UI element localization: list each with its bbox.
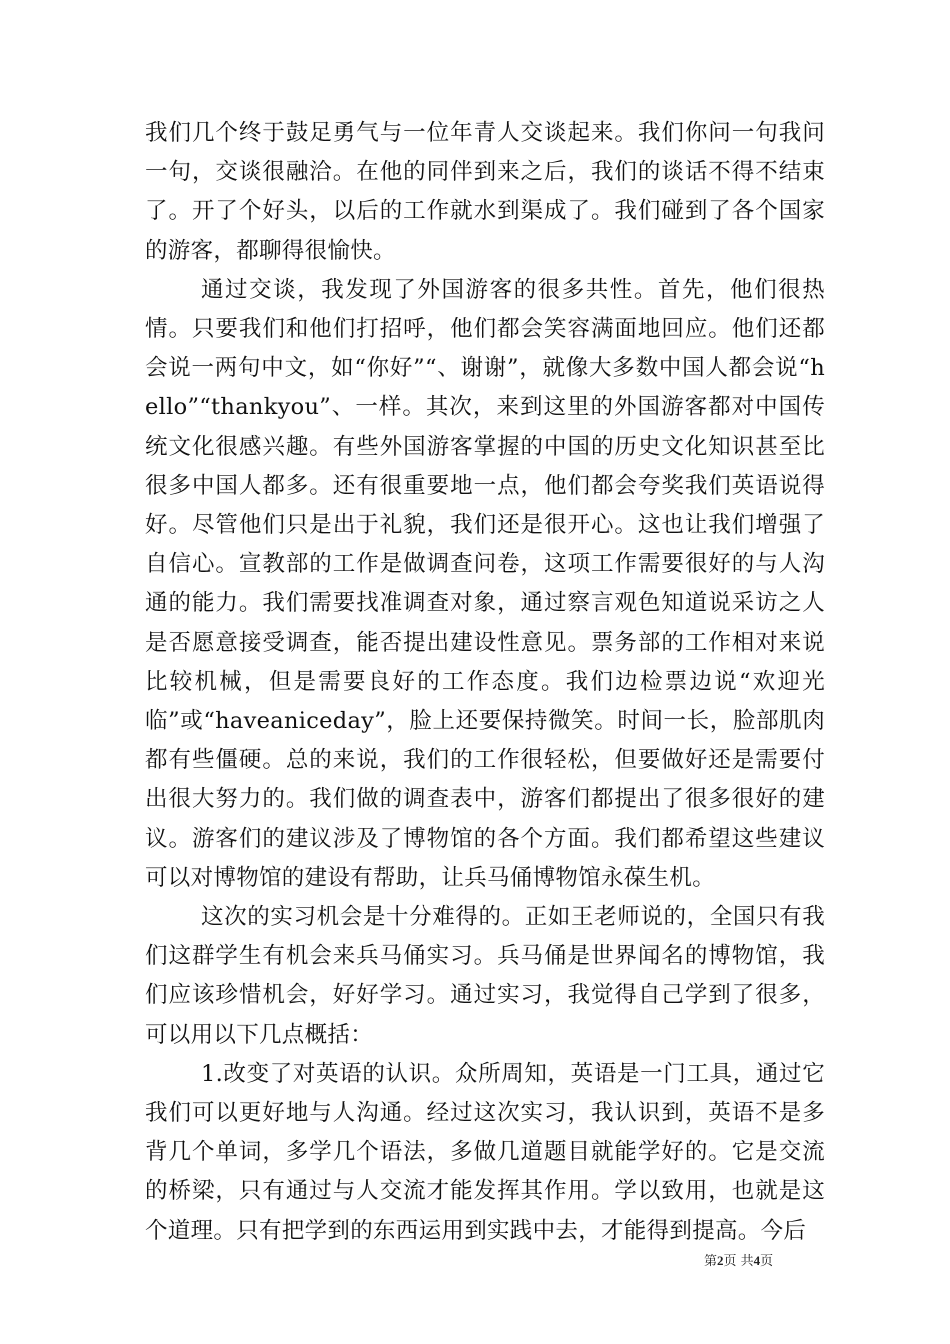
page-number-footer (704, 1253, 773, 1270)
document-body (145, 114, 825, 1251)
footer-middle: 页 共 (723, 1254, 754, 1269)
current-page-number: 2 (717, 1253, 724, 1268)
footer-suffix: 页 (760, 1254, 774, 1269)
paragraph-3: 这次的实习机会是十分难得的。正如王老师说的，全国只有我们这群学生有机会来兵马俑实习。兵马俑是世界闻名的博物馆，我们应该珍惜机会，好好学习。通过实习，我觉得自己学到了很多，可以用以下几点概括： (145, 904, 825, 1048)
paragraph-4: 1.改变了对英语的认识。众所周知，英语是一门工具，通过它我们可以更好地与人沟通。经过这次实习，我认识到，英语不是多背几个单词，多学几个语法，多做几道题目就能学好的。它是交流的桥梁，只有通过与人交流才能发挥其作用。学以致用，也就是这个道理。只有把学到的东西运用到实践中去，才能得到提高。今后 (145, 1060, 825, 1244)
paragraph-2: 通过交谈，我发现了外国游客的很多共性。首先，他们很热情。只要我们和他们打招呼，他们都会笑容满面地回应。他们还都会说一两句中文，如“你好”“、谢谢”，就像大多数中国人都会说“hello”“thankyou”、一样。其次，来到这里的外国游客都对中国传统文化很感兴趣。有些外国游客掌握的中国的历史文化知识甚至比很多中国人都多。还有很重要地一点，他们都会夸奖我们英语说得好。尽管他们只是出于礼貌，我们还是很开心。这也让我们增强了自信心。宣教部的工作是做调查问卷，这项工作需要很好的与人沟通的能力。我们需要找准调查对象，通过察言观色知道说采访之人是否愿意接受调查，能否提出建设性意见。票务部的工作相对来说比较机械，但是需要良好的工作态度。我们边检票边说“欢迎光临”或“haveaniceday”，脸上还要保持微笑。时间一长，脸部肌肉都有些僵硬。总的来说，我们的工作很轻松，但要做好还是需要付出很大努力的。我们做的调查表中，游客们都提出了很多很好的建议。游客们的建议涉及了博物馆的各个方面。我们都希望这些建议可以对博物馆的建设有帮助，让兵马俑博物馆永葆生机。 (145, 276, 825, 891)
paragraph-1: 我们几个终于鼓足勇气与一位年青人交谈起来。我们你问一句我问一句，交谈很融洽。在他的同伴到来之后，我们的谈话不得不结束了。开了个好头，以后的工作就水到渠成了。我们碰到了各个国家的游客，都聊得很愉快。 (145, 120, 825, 264)
footer-prefix: 第 (704, 1254, 718, 1269)
total-pages-number: 4 (753, 1253, 761, 1268)
